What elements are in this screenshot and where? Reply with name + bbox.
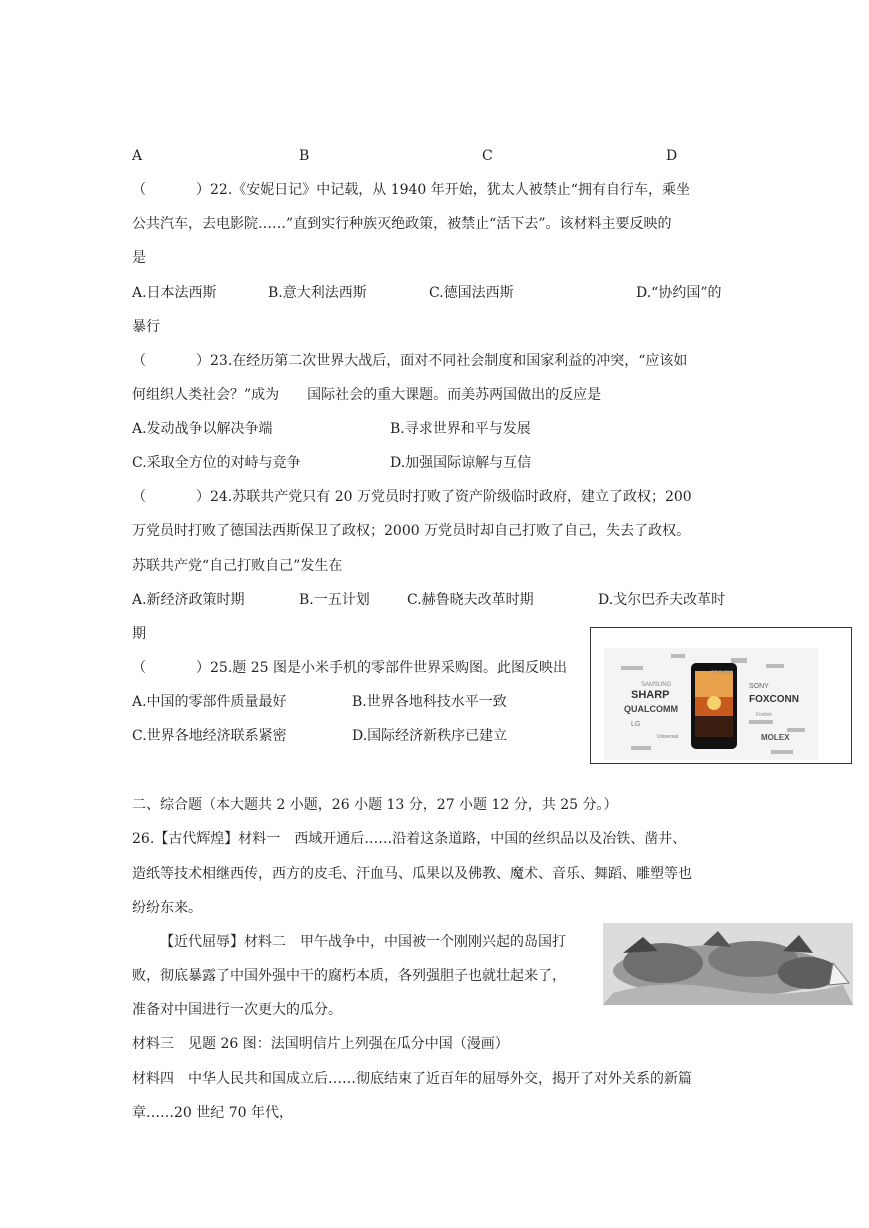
- q26-modern-line1: 【近代屈辱】材料二 甲午战争中，中国被一个刚刚兴起的岛国打: [160, 934, 566, 950]
- q23-option-c: C.采取全方位的对峙与竞争: [132, 455, 301, 471]
- q23-option-a: A.发动战争以解决争端: [132, 421, 273, 437]
- q23-option-b: B.寻求世界和平与发展: [390, 421, 531, 437]
- logo-samsung: SAMSUNG: [641, 682, 672, 688]
- q26-material3: 材料三 见题 26 图：法国明信片上列强在瓜分中国（漫画）: [132, 1036, 509, 1052]
- q22-stem-line1: （ ）22.《安妮日记》中记载，从 1940 年开始，犹太人被禁止“拥有自行车，乘坐: [132, 182, 690, 198]
- q24-stem-line1: （ ）24.苏联共产党只有 20 万党员时打败了资产阶级临时政府，建立了政权；200: [132, 489, 692, 505]
- logo-toshiba: TOSHIBA: [711, 670, 733, 676]
- q22-stem-line3: 是: [132, 250, 146, 266]
- q25-figure: [590, 627, 852, 764]
- logo-sony: SONY: [749, 683, 769, 690]
- header-option-a: A: [132, 148, 143, 164]
- q26-cartoon-image: [603, 923, 853, 1005]
- q24-option-c: C.赫鲁晓夫改革时期: [407, 592, 534, 608]
- q23-stem-line1: （ ）23.在经历第二次世界大战后，面对不同社会制度和国家利益的冲突，“应该如: [132, 353, 688, 369]
- q26-material4-line1: 材料四 中华人民共和国成立后……彻底结束了近百年的屈辱外交，揭开了对外关系的新篇: [132, 1071, 692, 1087]
- header-option-b: B: [299, 148, 310, 164]
- q25-option-c: C.世界各地经济联系紧密: [132, 728, 287, 744]
- q24-stem-line2: 万党员时打败了德国法西斯保卫了政权；2000 万党员时却自己打败了自己，失去了政权。: [132, 523, 691, 539]
- cartoon-illustration: [603, 923, 853, 1005]
- q23-option-d: D.加强国际谅解与互信: [390, 455, 532, 471]
- q22-option-a: A.日本法西斯: [132, 285, 217, 301]
- logo-lg: LG: [631, 721, 641, 728]
- q22-stem-line2: 公共汽车，去电影院……”直到实行种族灭绝政策，被禁止“活下去”。该材料主要反映的: [132, 216, 672, 232]
- q24-option-d-continued: 期: [132, 626, 146, 642]
- q22-option-b: B.意大利法西斯: [268, 285, 367, 301]
- q22-option-d-continued: 暴行: [132, 319, 160, 335]
- q22-option-d: D.“协约国”的: [636, 285, 722, 301]
- q24-stem-line3: 苏联共产党“自己打败自己”发生在: [132, 558, 343, 574]
- logo-foxconn: FOXCONN: [749, 694, 799, 705]
- q22-option-c: C.德国法西斯: [429, 285, 514, 301]
- header-option-d: D: [666, 148, 678, 164]
- q26-material4-line2: 章……20 世纪 70 年代，: [132, 1105, 293, 1121]
- q25-figure-collage: [591, 628, 851, 763]
- logo-sharp: SHARP: [631, 689, 670, 701]
- logo-molex: MOLEX: [761, 733, 790, 742]
- q25-stem: （ ）25.题 25 图是小米手机的零部件世界采购图。此图反映出: [132, 660, 567, 676]
- logo-foxlink: Foxlink: [756, 712, 772, 718]
- q25-option-a: A.中国的零部件质量最好: [132, 694, 287, 710]
- q26-ancient-line2: 造纸等技术相继西传，西方的皮毛、汗血马、瓜果以及佛教、魔术、音乐、舞蹈、雕塑等也: [132, 866, 692, 882]
- q26-ancient-line1: 26.【古代辉煌】材料一 西域开通后……沿着这条道路，中国的丝织品以及冶铁、凿井、: [132, 831, 687, 847]
- q24-option-a: A.新经济政策时期: [132, 592, 245, 608]
- q24-option-b: B.一五计划: [299, 592, 370, 608]
- q24-option-d: D.戈尔巴乔夫改革时: [598, 592, 726, 608]
- q25-option-d: D.国际经济新秩序已建立: [352, 728, 508, 744]
- logo-qualcomm: QUALCOMM: [624, 704, 678, 714]
- q26-modern-line3: 准备对中国进行一次更大的瓜分。: [132, 1002, 342, 1018]
- q26-modern-line2: 败，彻底暴露了中国外强中干的腐朽本质，各列强胆子也就壮起来了，: [132, 968, 566, 984]
- q23-stem-line2: 何组织人类社会？”成为 国际社会的重大课题。而美苏两国做出的反应是: [132, 387, 602, 403]
- section2-heading: 二、综合题（本大题共 2 小题，26 小题 13 分，27 小题 12 分，共 25 分。）: [132, 797, 618, 813]
- q25-option-b: B.世界各地科技水平一致: [352, 694, 507, 710]
- q26-ancient-line3: 纷纷东来。: [132, 900, 202, 916]
- logo-universal: Universal: [657, 734, 678, 740]
- header-option-c: C: [482, 148, 493, 164]
